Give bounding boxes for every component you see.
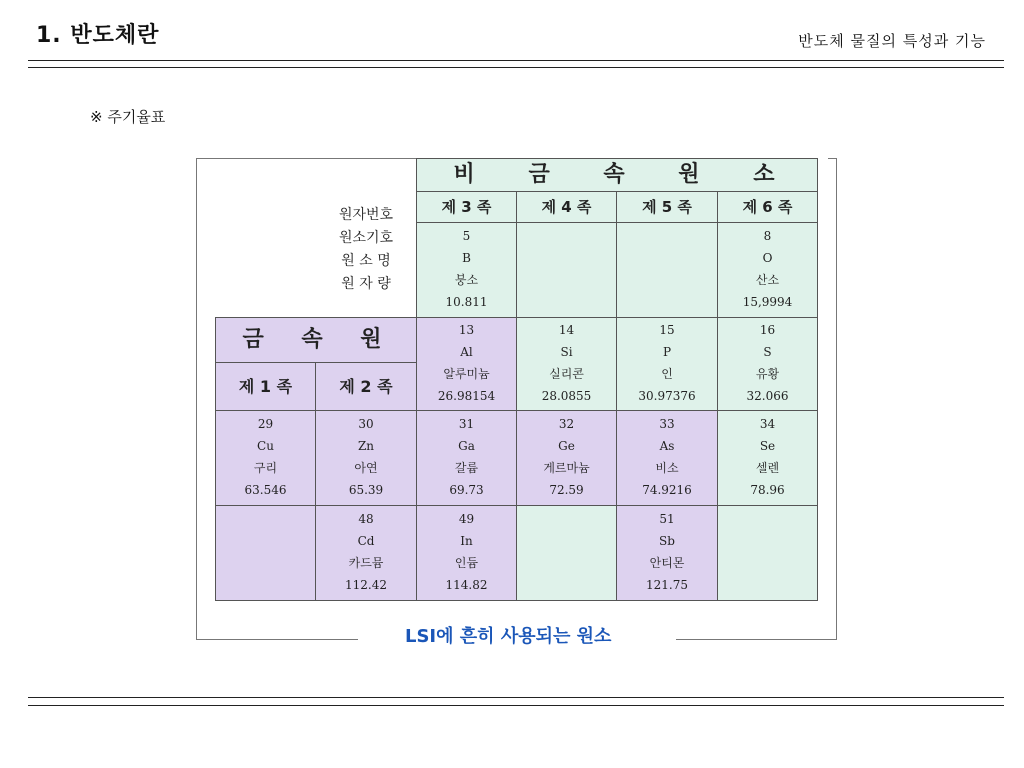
nonmetal-title: 비 금 속 원 소 [416, 158, 818, 192]
element-cell-B: 5 B 붕소 10.811 [416, 222, 517, 318]
element-cell-Cd: 48 Cd 카드뮴 112.42 [315, 505, 417, 601]
element-cell-Ga: 31 Ga 갈륨 69.73 [416, 410, 517, 506]
metal-title: 금 속 원 [215, 317, 417, 363]
element-cell-Al: 13 Al 알루미늄 26.98154 [416, 317, 517, 411]
element-cell-S: 16 S 유황 32.066 [717, 317, 818, 411]
group-3-header: 제 3 족 [416, 191, 517, 223]
element-cell-Zn: 30 Zn 아연 65.39 [315, 410, 417, 506]
legend-element-name: 원 소 명 [341, 253, 391, 269]
frame-left-line [196, 158, 197, 640]
group-1-header: 제 1 족 [215, 362, 316, 411]
footer-divider-top [28, 697, 1004, 698]
element-cell-Sb: 51 Sb 안티몬 121.75 [616, 505, 718, 601]
element-cell-Cu: 29 Cu 구리 63.546 [215, 410, 316, 506]
frame-top-left-line [196, 158, 416, 159]
group-5-header: 제 5 족 [616, 191, 718, 223]
legend-labels [326, 204, 406, 296]
element-cell-In: 49 In 인듐 114.82 [416, 505, 517, 601]
element-cell-P: 15 P 인 30.97376 [616, 317, 718, 411]
element-cell-O: 8 O 산소 15,9994 [717, 222, 818, 318]
group-6-header: 제 6 족 [717, 191, 818, 223]
frame-right-line [836, 158, 837, 640]
element-cell-As: 33 As 비소 74.9216 [616, 410, 718, 506]
table-caption: LSI에 흔히 사용되는 원소 [405, 626, 612, 647]
empty-cell-r4-g1 [215, 505, 316, 601]
empty-cell-r1-g4 [516, 222, 617, 318]
header-divider-top [28, 60, 1004, 61]
frame-bottom-right-line [676, 639, 836, 640]
section-note: ※ 주기율표 [90, 108, 166, 126]
frame-top-right-tick [828, 158, 836, 159]
header-divider-bottom [28, 67, 1004, 68]
page-title: 1. 반도체란 [36, 23, 160, 48]
frame-bottom-left-line [196, 639, 358, 640]
element-cell-Si: 14 Si 실리콘 28.0855 [516, 317, 617, 411]
legend-atomic-number: 원자번호 [338, 207, 394, 223]
empty-cell-r4-g6 [717, 505, 818, 601]
footer-divider-bottom [28, 705, 1004, 706]
element-cell-Ge: 32 Ge 게르마늄 72.59 [516, 410, 617, 506]
group-2-header: 제 2 족 [315, 362, 417, 411]
page-subtitle: 반도체 물질의 특성과 기능 [798, 32, 986, 50]
group-4-header: 제 4 족 [516, 191, 617, 223]
element-cell-Se: 34 Se 셀렌 78.96 [717, 410, 818, 506]
legend-symbol: 원소기호 [338, 230, 394, 246]
empty-cell-r4-g4 [516, 505, 617, 601]
legend-atomic-weight: 원 자 량 [341, 276, 391, 292]
empty-cell-r1-g5 [616, 222, 718, 318]
